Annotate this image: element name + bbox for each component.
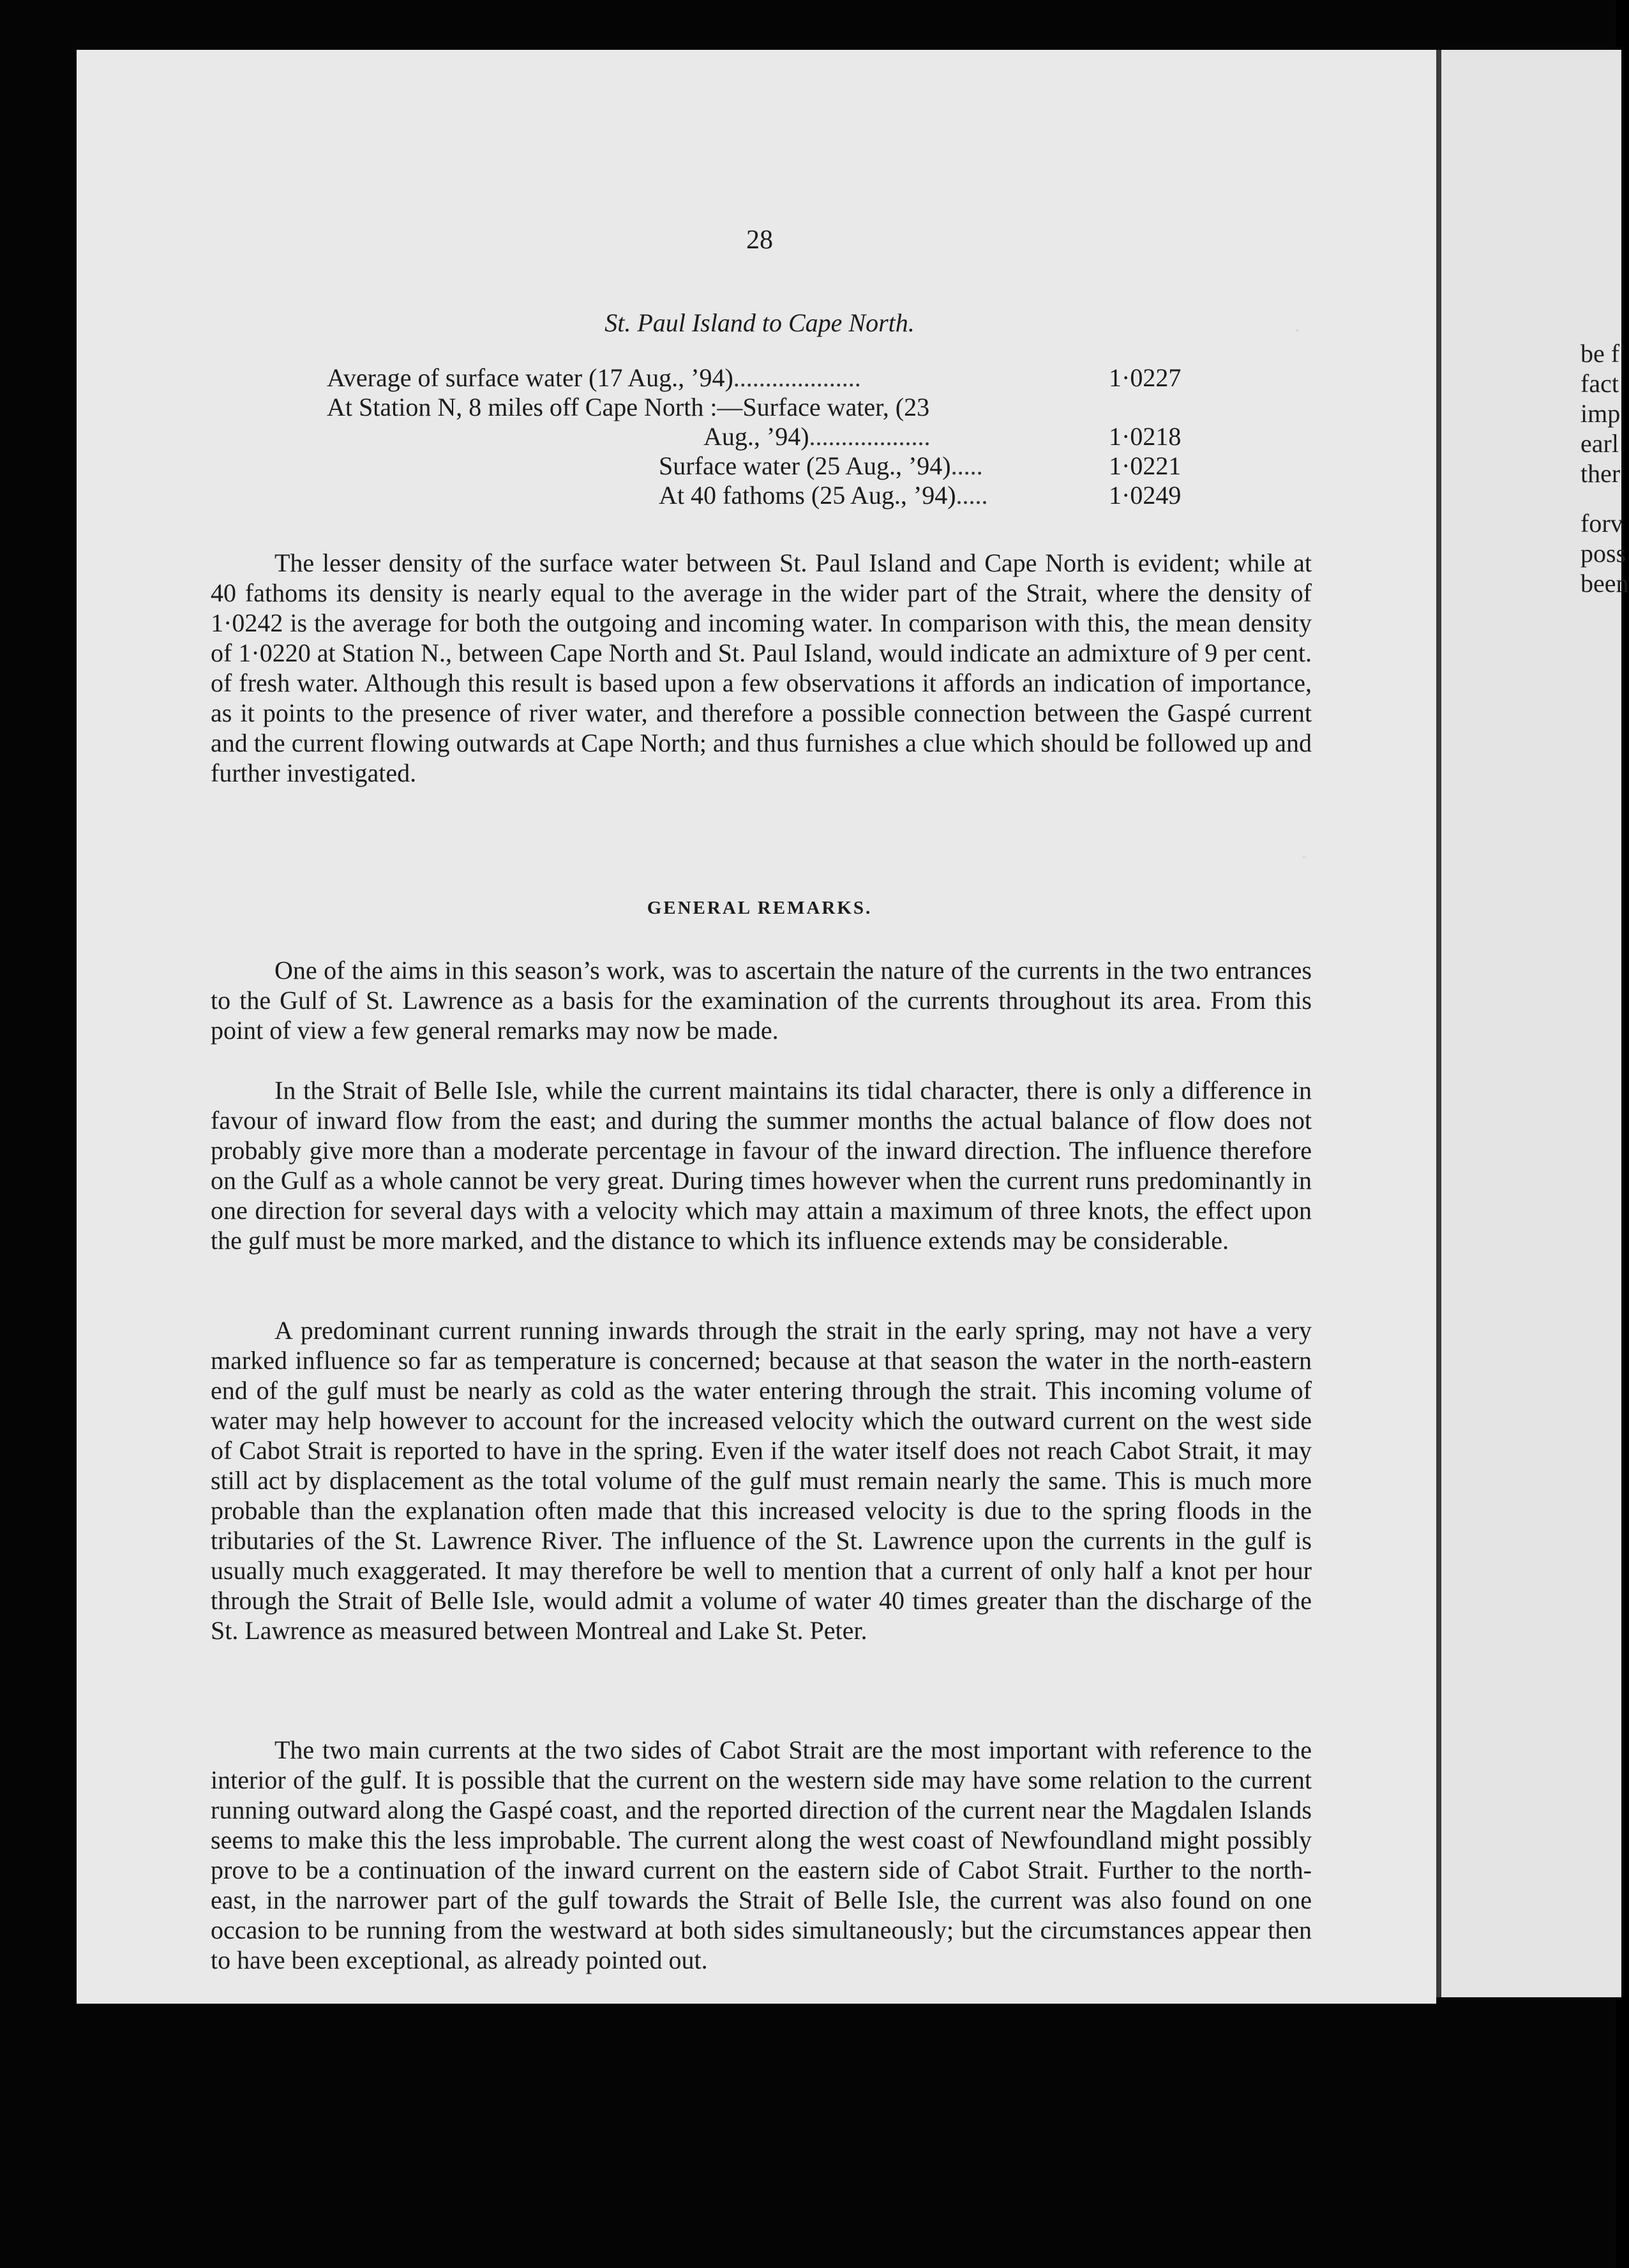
adjacent-fragment: forv — [1580, 509, 1623, 538]
leader-dots: ................... — [809, 422, 931, 451]
heading-general-remarks: GENERAL REMARKS. — [647, 898, 873, 918]
density-label: At 40 fathoms (25 Aug., ’94) — [659, 481, 956, 510]
density-row — [703, 421, 931, 451]
adjacent-fragment: imp — [1580, 399, 1621, 428]
adjacent-fragment: fact — [1580, 369, 1619, 398]
density-value: 1·0218 — [1109, 422, 1182, 451]
density-label: Surface water (25 Aug., ’94) — [659, 451, 951, 480]
density-value: 1·0227 — [1109, 363, 1182, 392]
density-row — [659, 451, 983, 481]
paragraph-belle-isle: In the Strait of Belle Isle, while the current maintains its tidal character, there is only a difference in favour of inward flow from the east; and during the summer months the actual balance of flow does not probably give more than a moderate percentage in favour of the inward direction. The influence therefore on the Gulf as a whole cannot be very great. During times however when the current runs predominantly in one direction for several days with a velocity which may attain a maximum of three knots, the effect upon the gulf must be more marked, and the distance to which its influence extends may be considerable. — [211, 1076, 1312, 1255]
paragraph-two-main-currents: The two main currents at the two sides of Cabot Strait are the most important with reference to the interior of the gulf. It is possible that the current on the western side may have some relation to the current running outward along the Gaspé coast, and the reported direction of the current near the Magdalen Islands seems to make this the less improbable. The current along the west coast of Newfoundland might possibly prove to be a continuation of the inward current on the eastern side of Cabot Strait. Further to the north-east, in the narrower part of the gulf towards the Strait of Belle Isle, the current was also found on one occasion to be running from the westward at both sides simultaneously; but the circumstances appear then to have been exceptional, as already pointed out. — [211, 1735, 1312, 1974]
leader-dots: ..... — [956, 481, 988, 510]
paragraph-density: The lesser density of the surface water between St. Paul Island and Cape North is evident; while at 40 fathoms its density is nearly equal to the average in the wider part of the Strait, where the density of 1·0242 is the average for both the outgoing and incoming water. In comparison with this, the mean density of 1·0220 at Station N., between Cape North and St. Paul Island, would indicate an admixture of 9 per cent. of fresh water. Although this result is based upon a few observations it affords an indication of importance, as it points to the presence of river water, and therefore a possible connection between the Gaspé current and the current flowing outwards at Cape North; and thus furnishes a clue which should be followed up and further investigated. — [211, 548, 1312, 787]
density-row — [327, 363, 861, 393]
density-label: Aug., ’94) — [703, 422, 809, 451]
paper-speck — [1296, 329, 1299, 332]
density-label: Average of surface water (17 Aug., ’94) — [327, 363, 733, 392]
leader-dots: .................... — [733, 363, 861, 392]
density-row — [659, 480, 988, 510]
leader-dots: ..... — [950, 451, 983, 480]
density-value: 1·0249 — [1109, 481, 1182, 510]
density-label: At Station N, 8 miles off Cape North :—Surface water, (23 — [327, 393, 930, 421]
density-row — [327, 392, 929, 422]
paragraph-predominant-current: A predominant current running inwards through the strait in the early spring, may not have a very marked influence so far as temperature is concerned; because at that season the water in the north-eastern end of the gulf must be nearly as cold as the water entering through the strait. This incoming volume of water may help however to account for the increased velocity which the outward current on the west side of Cabot Strait is reported to have in the spring. Even if the water itself does not reach Cabot Strait, it may still act by displacement as the total volume of the gulf must remain nearly the same. This is much more probable than the explanation often made that this increased velocity is due to the spring floods in the tributaries of the St. Lawrence River. The influence of the St. Lawrence upon the currents in the gulf is usually much exaggerated. It may therefore be well to mention that a current of only half a knot per hour through the Strait of Belle Isle, would admit a volume of water 40 times greater than the discharge of the St. Lawrence as measured between Montreal and Lake St. Peter. — [211, 1316, 1312, 1645]
adjacent-fragment: been — [1580, 569, 1629, 598]
paper-speck — [1302, 856, 1306, 858]
adjacent-fragment: earl — [1580, 429, 1619, 458]
density-value: 1·0221 — [1109, 451, 1182, 480]
adjacent-page-edge — [1436, 50, 1629, 1997]
adjacent-fragment: poss — [1580, 539, 1626, 568]
page-number: 28 — [746, 225, 773, 255]
section-title: St. Paul Island to Cape North. — [604, 308, 915, 337]
adjacent-fragment: be f — [1580, 339, 1620, 368]
adjacent-fragment: ther — [1580, 459, 1621, 488]
paragraph-aims: One of the aims in this season’s work, was to ascertain the nature of the currents in the two entrances to the Gulf of St. Lawrence as a basis for the examination of the currents throughout its area. From this point of view a few general remarks may now be made. — [211, 956, 1312, 1045]
